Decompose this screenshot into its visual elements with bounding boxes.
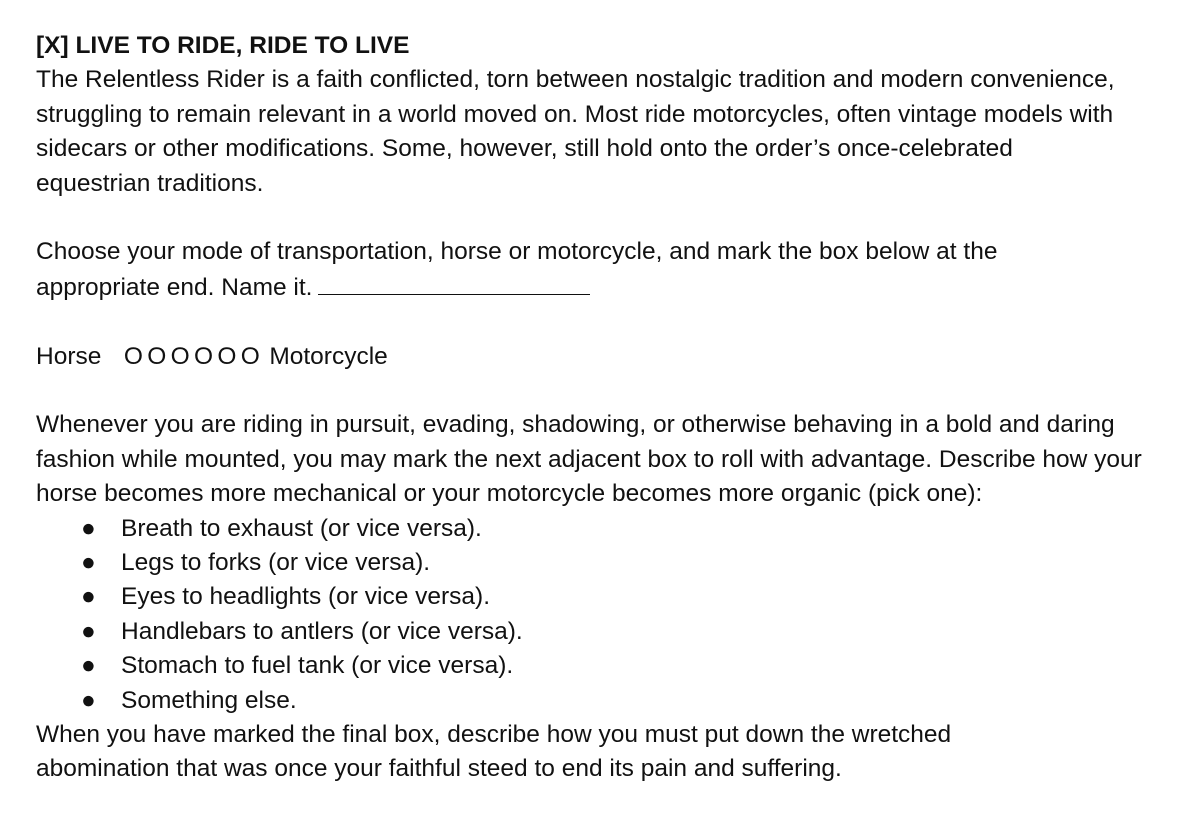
bullet-icon: ● [81, 617, 96, 645]
list-item [36, 649, 1200, 683]
bullet-icon: ● [81, 686, 96, 714]
track-box-6[interactable]: O [240, 342, 260, 370]
spacer [36, 305, 1200, 339]
list-item-text: Stomach to fuel tank (or vice versa). [121, 652, 514, 680]
spacer [36, 374, 1200, 408]
list-item-text: Eyes to headlights (or vice versa). [121, 583, 491, 611]
list-item [36, 615, 1200, 649]
list-item [36, 580, 1200, 614]
list-item [36, 684, 1200, 718]
list-item-text: Something else. [121, 686, 297, 714]
intro-paragraph: The Relentless Rider is a faith conflicted, torn between nostalgic tradition and modern convenience, struggling to remain relevant in a world moved on. Most ride motorcycles, often vintage models with sidecars or other modifications. Some, however, still hold onto the order’s once-celebrated equestrian traditions. [36, 66, 1115, 197]
choose-line-1: Choose your mode of transportation, horse or motorcycle, and mark the box below at the [36, 238, 998, 266]
choose-paragraph [36, 235, 1200, 305]
transformation-options-list [36, 512, 1200, 718]
bullet-icon: ● [81, 549, 96, 577]
bullet-icon: ● [81, 583, 96, 611]
track-box-3[interactable]: O [170, 342, 190, 370]
track-box-4[interactable]: O [194, 342, 214, 370]
track-box-5[interactable]: O [217, 342, 237, 370]
bullet-icon: ● [81, 514, 96, 542]
track-box-1[interactable]: O [123, 342, 143, 370]
choose-line-2: appropriate end. Name it. [36, 273, 313, 301]
list-item-text: Breath to exhaust (or vice versa). [121, 514, 482, 542]
final-paragraph: When you have marked the final box, describe how you must put down the wretched abomination that was once your faithful steed to end its pain and suffering. [36, 721, 952, 783]
advantage-paragraph: Whenever you are riding in pursuit, evading, shadowing, or otherwise behaving in a bold and daring fashion while mounted, you may mark the next adjacent box to roll with advantage. Describe how your horse becomes more mechanical or your motorcycle becomes more organic (pick one): [36, 411, 1142, 508]
list-item [36, 512, 1200, 546]
track-box-2[interactable]: O [147, 342, 167, 370]
track-label-horse: Horse [36, 342, 102, 370]
section-title: [X] LIVE TO RIDE, RIDE TO LIVE [36, 32, 410, 59]
track-label-motorcycle: Motorcycle [269, 342, 388, 370]
bullet-icon: ● [81, 652, 96, 680]
list-item [36, 546, 1200, 580]
spacer [36, 201, 1200, 235]
name-blank-field[interactable] [318, 270, 590, 295]
list-item-text: Legs to forks (or vice versa). [121, 549, 431, 577]
track-boxes [123, 340, 269, 374]
transport-track [36, 340, 1200, 374]
list-item-text: Handlebars to antlers (or vice versa). [121, 617, 523, 645]
